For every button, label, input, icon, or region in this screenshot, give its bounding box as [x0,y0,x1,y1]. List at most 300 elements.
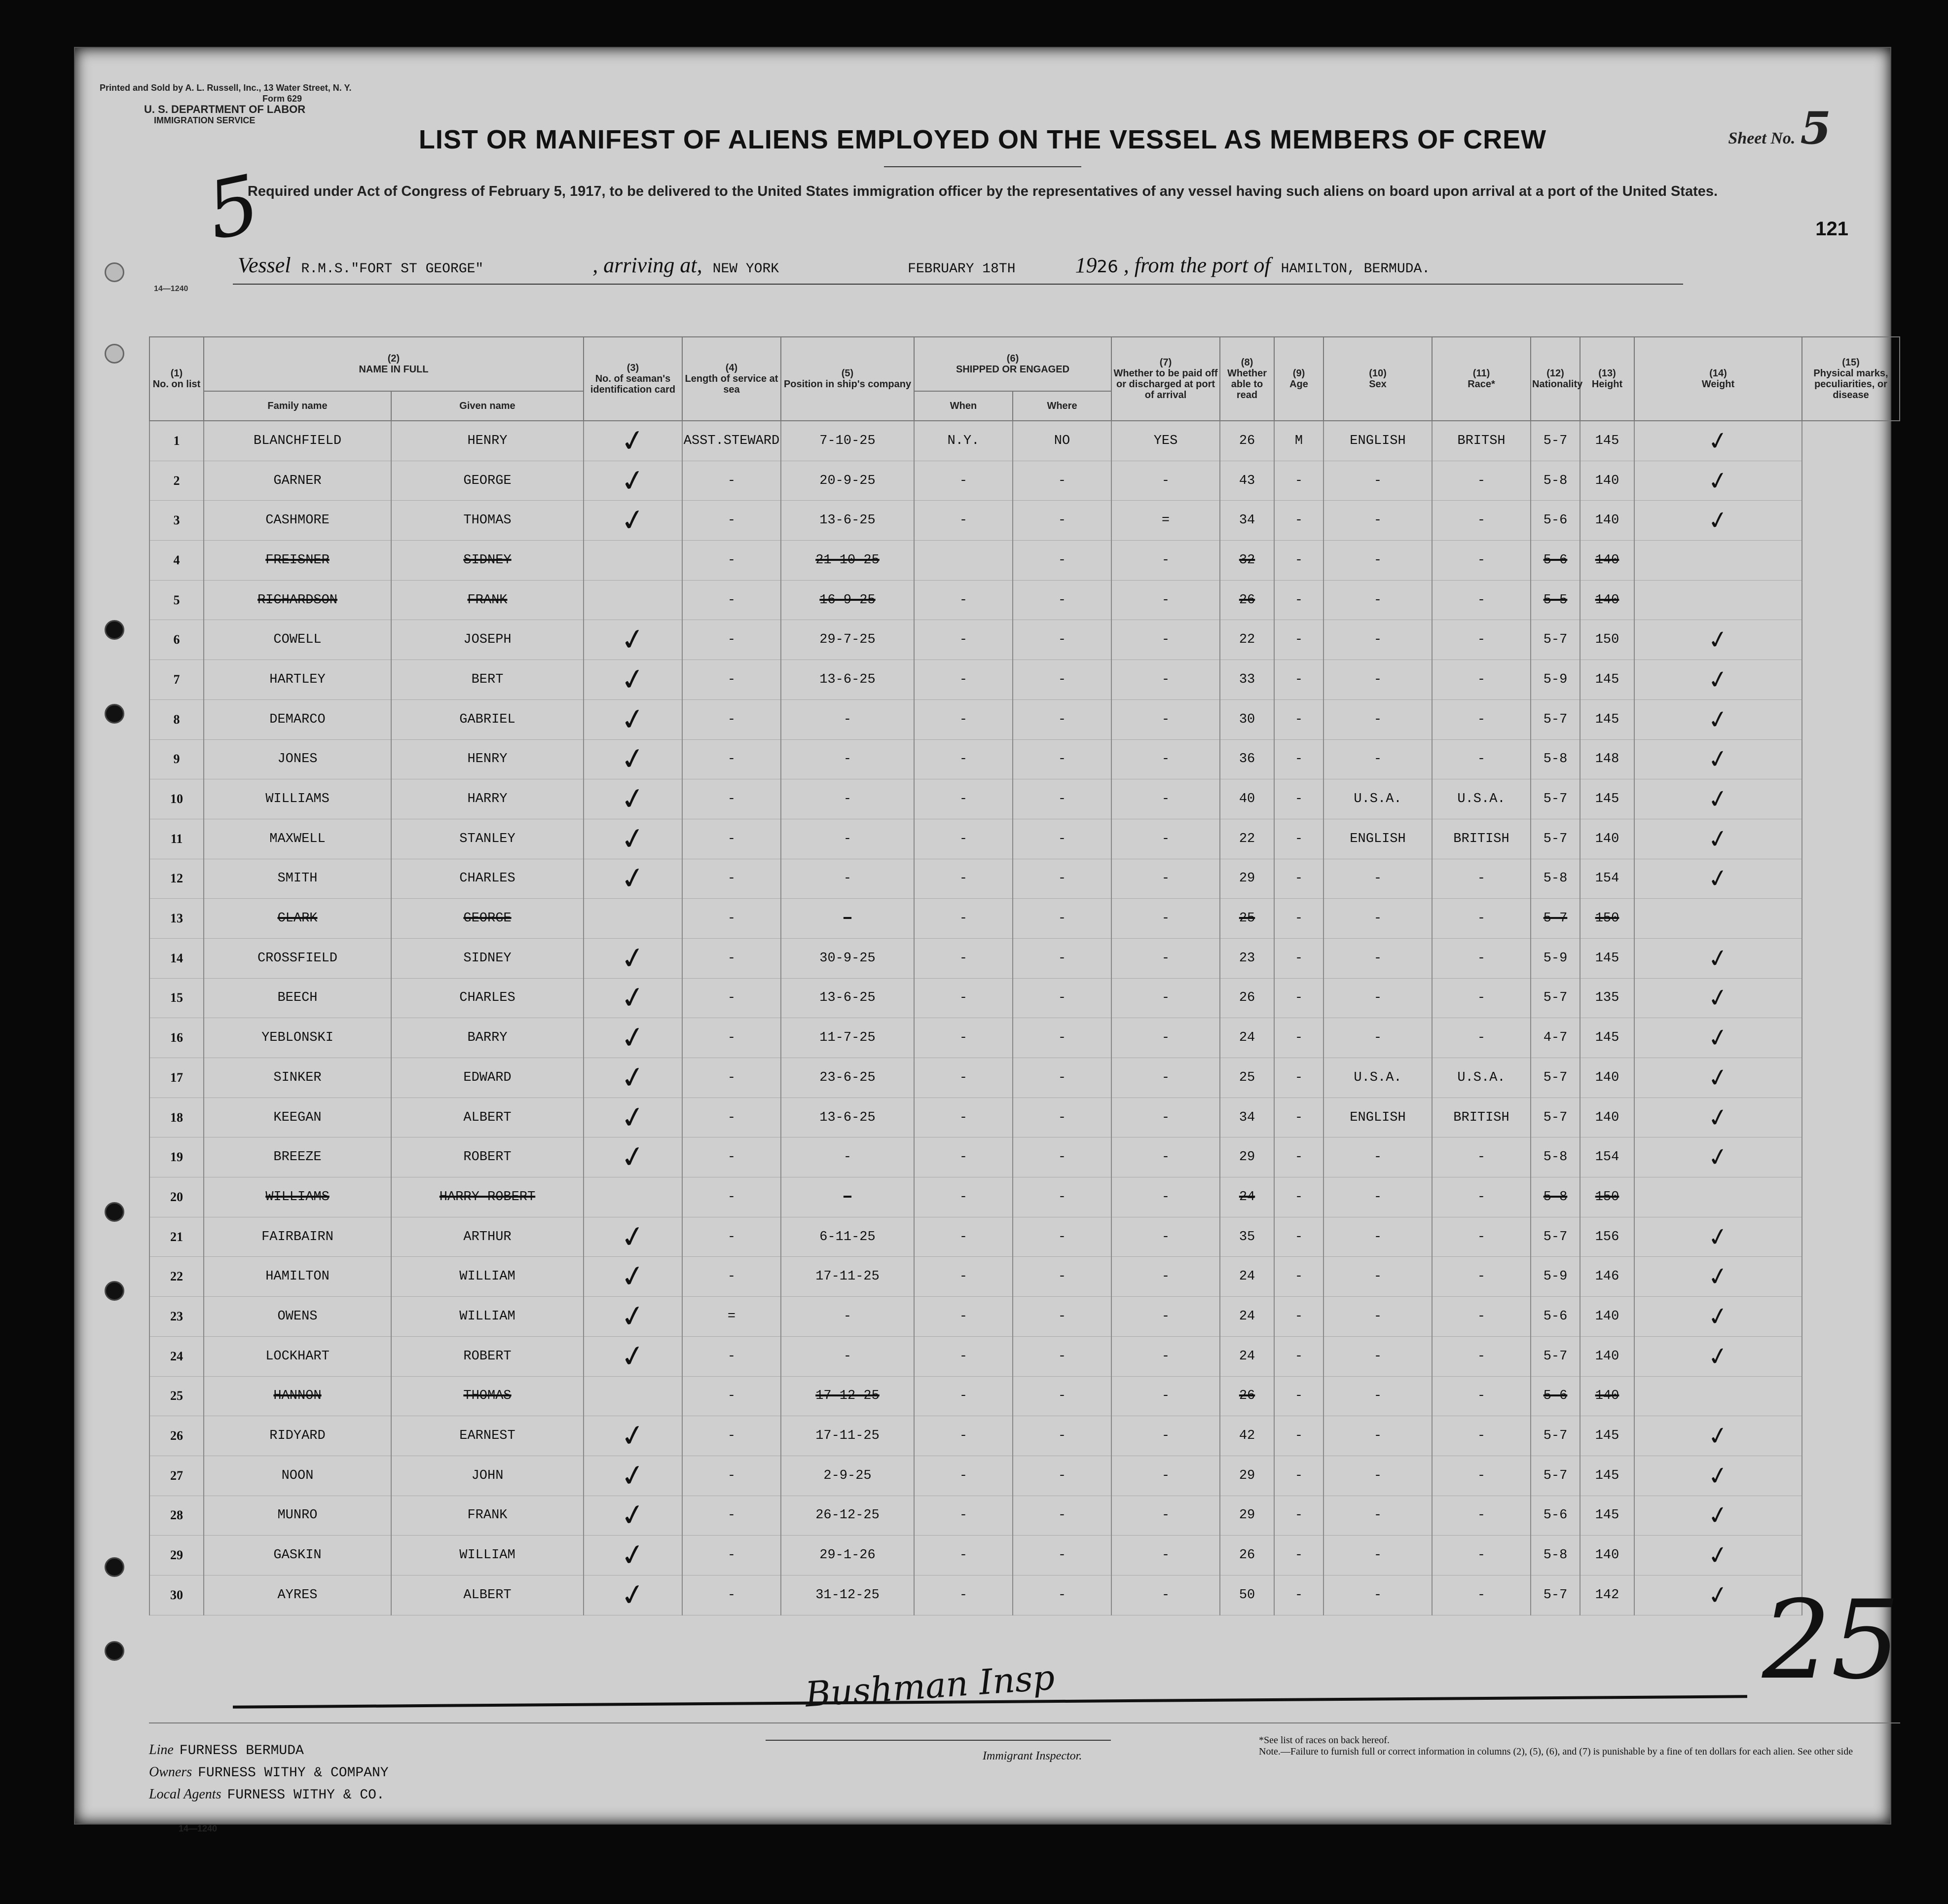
cell-shipped-where [914,1575,1013,1615]
sheet-number-value: 5 [1800,102,1831,154]
given-name-text: GEORGE [463,473,512,488]
cell-shipped-where [914,1137,1013,1177]
paid-off-text: - [1058,752,1066,767]
cell-row-number [149,699,204,739]
paid-off-text: - [1058,473,1066,488]
cell-shipped-where [914,1018,1013,1058]
paid-off-text: - [1058,990,1066,1006]
height-text: 5-6 [1543,1389,1568,1404]
cell-given-name [391,1496,584,1536]
cell-shipped-when [781,699,914,739]
cell-row-number [149,819,204,859]
age-text: 33 [1239,672,1255,687]
shipped-where-text: - [959,831,968,846]
age-text: 43 [1239,473,1255,488]
cell-family-name [204,739,391,779]
cell-position [682,1257,781,1297]
table-row [149,1058,1900,1098]
crew-rows [149,421,1900,1615]
cell-id-card-check [584,1018,682,1058]
cell-race [1323,1058,1432,1098]
cell-race [1323,1336,1432,1376]
row-number-text: 24 [170,1349,183,1363]
sex-text: - [1294,1030,1303,1046]
sex-text: - [1294,831,1303,846]
race-text: - [1373,1548,1382,1563]
arrival-date: FEBRUARY 18TH [908,261,1016,277]
given-name-text: ROBERT [463,1349,512,1364]
cell-given-name [391,461,584,501]
col-header-nationality [1531,337,1583,421]
cell-age [1220,779,1274,819]
cell-race [1323,1137,1432,1177]
cell-id-card-check [584,1137,682,1177]
cell-age [1220,620,1274,660]
cell-position [682,541,781,581]
cell-id-card-check [584,1336,682,1376]
position-text: - [727,1070,736,1085]
cell-height [1531,1217,1580,1257]
check-mark-icon: ✓ [1705,703,1731,735]
given-name-text: STANLEY [459,831,515,846]
cell-row-number [149,1416,204,1456]
row-number-text: 10 [170,792,183,806]
cell-shipped-where [914,1376,1013,1416]
cell-position [682,1137,781,1177]
cell-weight [1580,1416,1634,1456]
check-mark-icon: ✓ [618,1019,648,1057]
cell-id-card-check [584,1098,682,1137]
cell-shipped-where [914,1297,1013,1337]
table-row [149,1416,1900,1456]
shipped-where-text: - [959,1229,968,1245]
cell-shipped-where [914,819,1013,859]
able-to-read-text: - [1161,1587,1170,1603]
table-row [149,1536,1900,1575]
nationality-text: - [1477,1150,1486,1165]
cell-able-to-read [1111,501,1220,541]
check-mark-icon: ✓ [1705,743,1731,775]
position-text: - [727,592,736,608]
col-title: No. on list [152,379,201,390]
age-text: 24 [1239,1189,1255,1205]
cell-given-name [391,1297,584,1337]
nationality-text: - [1477,911,1486,926]
sex-text: - [1294,632,1303,648]
cell-given-name [391,779,584,819]
cell-position [682,1098,781,1137]
cell-able-to-read [1111,779,1220,819]
cell-row-number [149,541,204,581]
age-text: 26 [1239,592,1255,608]
cell-shipped-where [914,1177,1013,1217]
family-name-text: HARTLEY [269,672,326,687]
nationality-text: - [1477,1587,1486,1603]
sex-text: - [1294,1349,1303,1364]
cell-shipped-when [781,1098,914,1137]
cell-family-name [204,1137,391,1177]
race-text: - [1373,1428,1382,1444]
table-row [149,1456,1900,1496]
sex-text: - [1294,1428,1303,1444]
cell-given-name [391,739,584,779]
line-value: FURNESS BERMUDA [179,1743,304,1758]
col-header-name [204,337,584,391]
page-subtitle: Required under Act of Congress of February 5, 1917, to be delivered to the United States immigration officer by the representatives of any vessel having such aliens on board upon arrival at a port of the United States. [247,183,1718,199]
cell-race [1323,699,1432,739]
cell-paid-off [1013,1297,1111,1337]
family-name-text: CASHMORE [265,513,330,528]
age-text: 24 [1239,1269,1255,1284]
cell-age [1220,1536,1274,1575]
cell-height [1531,1536,1580,1575]
cell-age [1220,1217,1274,1257]
race-text: - [1373,871,1382,886]
cell-physical-marks [1634,779,1802,819]
cell-nationality [1432,1018,1531,1058]
given-name-text: THOMAS [463,1389,512,1404]
cell-height [1531,660,1580,700]
cell-physical-marks [1634,1536,1802,1575]
age-text: 35 [1239,1229,1255,1245]
table-row [149,1496,1900,1536]
height-text: 5-7 [1543,632,1568,648]
shipped-when-text: 29-7-25 [819,632,876,648]
position-text: - [727,792,736,807]
position-text: - [727,672,736,687]
check-mark-icon: ✓ [1705,1300,1731,1333]
cell-able-to-read [1111,1177,1220,1217]
race-text: - [1373,1508,1382,1523]
nationality-text: - [1477,513,1486,528]
family-name-text: LOCKHART [265,1349,330,1364]
cell-weight [1580,660,1634,700]
sex-text: - [1294,712,1303,727]
inspector-label: Immigrant Inspector. [983,1750,1082,1762]
sex-text: - [1294,951,1303,966]
shipped-when-text: - [843,1309,852,1324]
height-text: 5-7 [1543,1349,1568,1364]
cell-row-number [149,938,204,978]
sex-text: - [1294,1110,1303,1125]
check-mark-icon: ✓ [618,939,648,978]
col-index: (3) [626,363,639,373]
cell-nationality [1432,1575,1531,1615]
col-title: Length of service at sea [685,373,778,395]
shipped-where-text: - [959,592,968,608]
cell-shipped-when [781,660,914,700]
age-text: 22 [1239,831,1255,846]
able-to-read-text: - [1161,552,1170,568]
row-number-text: 14 [170,951,183,965]
sex-text: - [1294,1309,1303,1324]
height-text: 5-6 [1543,1309,1568,1324]
given-name-text: HARRY [467,792,508,807]
cell-paid-off [1013,739,1111,779]
cell-able-to-read [1111,620,1220,660]
height-text: 4-7 [1543,1030,1568,1046]
age-text: 25 [1239,1070,1255,1085]
cell-given-name [391,660,584,700]
cell-paid-off [1013,660,1111,700]
family-name-text: KEEGAN [273,1110,322,1125]
cell-weight [1580,461,1634,501]
cell-nationality [1432,699,1531,739]
family-name-text: YEBLONSKI [261,1030,333,1046]
paid-off-text: - [1058,1349,1066,1364]
cell-shipped-when [781,421,914,461]
cell-height [1531,1257,1580,1297]
cell-row-number [149,1376,204,1416]
cell-race [1323,541,1432,581]
row-number-text: 3 [173,513,180,528]
printer-imprint [100,82,351,126]
weight-text: 150 [1595,1189,1619,1205]
cell-family-name [204,859,391,899]
nationality-text: - [1477,712,1486,727]
cell-weight [1580,1575,1634,1615]
cell-race [1323,938,1432,978]
position-text: - [727,1189,736,1205]
race-text: ENGLISH [1350,433,1406,448]
cell-position [682,978,781,1018]
race-text: - [1373,990,1382,1006]
cell-sex [1274,1496,1323,1536]
agents-label: Local Agents [149,1787,221,1802]
table-row [149,1177,1900,1217]
shipped-when-text: - [843,752,852,767]
given-name-text: HENRY [467,752,508,767]
shipped-when-text: - [843,911,852,926]
nationality-text: - [1477,1030,1486,1046]
table-row [149,1137,1900,1177]
check-mark-icon: ✓ [618,1257,648,1296]
cell-row-number [149,660,204,700]
cell-race [1323,1018,1432,1058]
cell-sex [1274,1575,1323,1615]
cell-sex [1274,1536,1323,1575]
able-to-read-text: - [1161,1548,1170,1563]
cell-age [1220,1058,1274,1098]
position-text: ASST.STEWARD [683,433,780,448]
department-name: U. S. DEPARTMENT OF LABOR [144,103,306,115]
cell-age [1220,819,1274,859]
cell-sex [1274,779,1323,819]
cell-id-card-check [584,1536,682,1575]
cell-paid-off [1013,1575,1111,1615]
cell-paid-off [1013,1177,1111,1217]
cell-nationality [1432,580,1531,620]
cell-family-name [204,580,391,620]
paid-off-text: - [1058,672,1066,687]
check-mark-icon: ✓ [1705,823,1731,855]
cell-id-card-check [584,461,682,501]
cell-given-name [391,899,584,939]
cell-shipped-where [914,461,1013,501]
able-to-read-text: - [1161,672,1170,687]
position-text: - [727,1150,736,1165]
col-title: Weight [1701,379,1735,390]
cell-race [1323,739,1432,779]
weight-text: 154 [1595,1150,1619,1165]
cell-race [1323,421,1432,461]
nationality-text: - [1477,1269,1486,1284]
nationality-text: - [1477,1229,1486,1245]
cell-paid-off [1013,1536,1111,1575]
paid-off-text: - [1058,951,1066,966]
sex-text: - [1294,871,1303,886]
age-text: 24 [1239,1309,1255,1324]
cell-able-to-read [1111,1058,1220,1098]
cell-family-name [204,501,391,541]
height-text: 5-7 [1543,1428,1568,1444]
owners-label: Owners [149,1764,192,1780]
height-text: 5-9 [1543,1269,1568,1284]
shipped-where-text: - [959,473,968,488]
sex-text: - [1294,1587,1303,1603]
row-number-text: 13 [170,911,183,926]
sex-text: - [1294,1269,1303,1284]
cell-able-to-read [1111,1336,1220,1376]
row-number-text: 17 [170,1070,183,1085]
cell-given-name [391,1018,584,1058]
height-text: 5-8 [1543,1189,1568,1205]
footer-owners-row [149,1764,389,1781]
given-name-text: HENRY [467,433,508,448]
cell-row-number [149,1496,204,1536]
cell-family-name [204,938,391,978]
nationality-text: - [1477,1468,1486,1483]
handwritten-total: 25 [1762,1577,1900,1703]
cell-race [1323,819,1432,859]
race-text: - [1373,1189,1382,1205]
cell-able-to-read [1111,1137,1220,1177]
check-mark-icon: ✓ [618,1536,648,1574]
age-text: 29 [1239,1150,1255,1165]
col-index: (4) [725,363,738,373]
cell-shipped-where [914,938,1013,978]
weight-text: 145 [1595,433,1619,448]
row-number-text: 22 [170,1269,183,1284]
table-row [149,739,1900,779]
height-text: 5-7 [1543,792,1568,807]
cell-shipped-when [781,1137,914,1177]
cell-id-card-check [584,739,682,779]
paid-off-text: - [1058,911,1066,926]
row-number-text: 9 [173,752,180,767]
col-header-service [682,337,781,421]
cell-race [1323,1217,1432,1257]
cell-row-number [149,1217,204,1257]
shipped-where-text: - [959,1508,968,1523]
family-name-text: HAMILTON [265,1269,330,1284]
table-row [149,1257,1900,1297]
able-to-read-text: YES [1153,433,1178,448]
cell-sex [1274,620,1323,660]
cell-position [682,1297,781,1337]
cell-id-card-check [584,1575,682,1615]
paid-off-text: - [1058,1309,1066,1324]
table-row [149,699,1900,739]
cell-row-number [149,1177,204,1217]
weight-text: 140 [1595,552,1619,568]
race-text: - [1373,1269,1382,1284]
cell-weight [1580,699,1634,739]
shipped-when-text: 13-6-25 [819,513,876,528]
weight-text: 150 [1595,911,1619,926]
able-to-read-text: - [1161,1189,1170,1205]
cell-able-to-read [1111,660,1220,700]
column-form-code: 14—1240 [154,285,188,293]
cell-position [682,899,781,939]
cell-nationality [1432,938,1531,978]
cell-family-name [204,1217,391,1257]
given-name-text: CHARLES [459,871,515,886]
shipped-where-text: - [959,871,968,886]
race-text: ENGLISH [1350,1110,1406,1125]
col-index: (5) [841,368,854,379]
position-text: - [727,1508,736,1523]
col-header-number [149,337,204,421]
check-mark-icon: ✓ [1705,425,1731,457]
table-row [149,1575,1900,1615]
row-number-text: 21 [170,1229,183,1244]
nationality-text: - [1477,990,1486,1006]
cell-row-number [149,421,204,461]
check-mark-icon: ✓ [1705,783,1731,815]
col-title: Physical marks, peculiarities, or disease [1813,368,1888,401]
cell-sex [1274,660,1323,700]
col-header-marks [1802,337,1900,421]
cell-family-name [204,541,391,581]
check-mark-icon: ✓ [1705,1420,1731,1452]
cell-family-name [204,1297,391,1337]
binder-hole [105,262,124,282]
cell-age [1220,1336,1274,1376]
nationality-text: - [1477,1389,1486,1404]
weight-text: 154 [1595,871,1619,886]
given-name-text: JOHN [471,1468,504,1483]
cell-height [1531,620,1580,660]
able-to-read-text: - [1161,1229,1170,1245]
cell-weight [1580,1098,1634,1137]
row-number-text: 27 [170,1468,183,1483]
cell-position [682,1177,781,1217]
race-text: - [1373,473,1382,488]
cell-race [1323,1575,1432,1615]
height-text: 5-8 [1543,752,1568,767]
cell-shipped-when [781,1217,914,1257]
position-text: - [727,513,736,528]
cell-position [682,1336,781,1376]
weight-text: 140 [1595,513,1619,528]
cell-id-card-check [584,938,682,978]
cell-age [1220,899,1274,939]
cell-family-name [204,1177,391,1217]
cell-family-name [204,699,391,739]
cell-row-number [149,501,204,541]
check-mark-icon: ✓ [1705,1460,1731,1492]
sex-text: M [1294,433,1303,448]
nationality-text: - [1477,1309,1486,1324]
cell-row-number [149,1137,204,1177]
cell-physical-marks [1634,1217,1802,1257]
crew-table [149,336,1900,1615]
cell-id-card-check [584,1217,682,1257]
able-to-read-text: - [1161,632,1170,648]
age-text: 26 [1239,1389,1255,1404]
height-text: 5-7 [1543,911,1568,926]
